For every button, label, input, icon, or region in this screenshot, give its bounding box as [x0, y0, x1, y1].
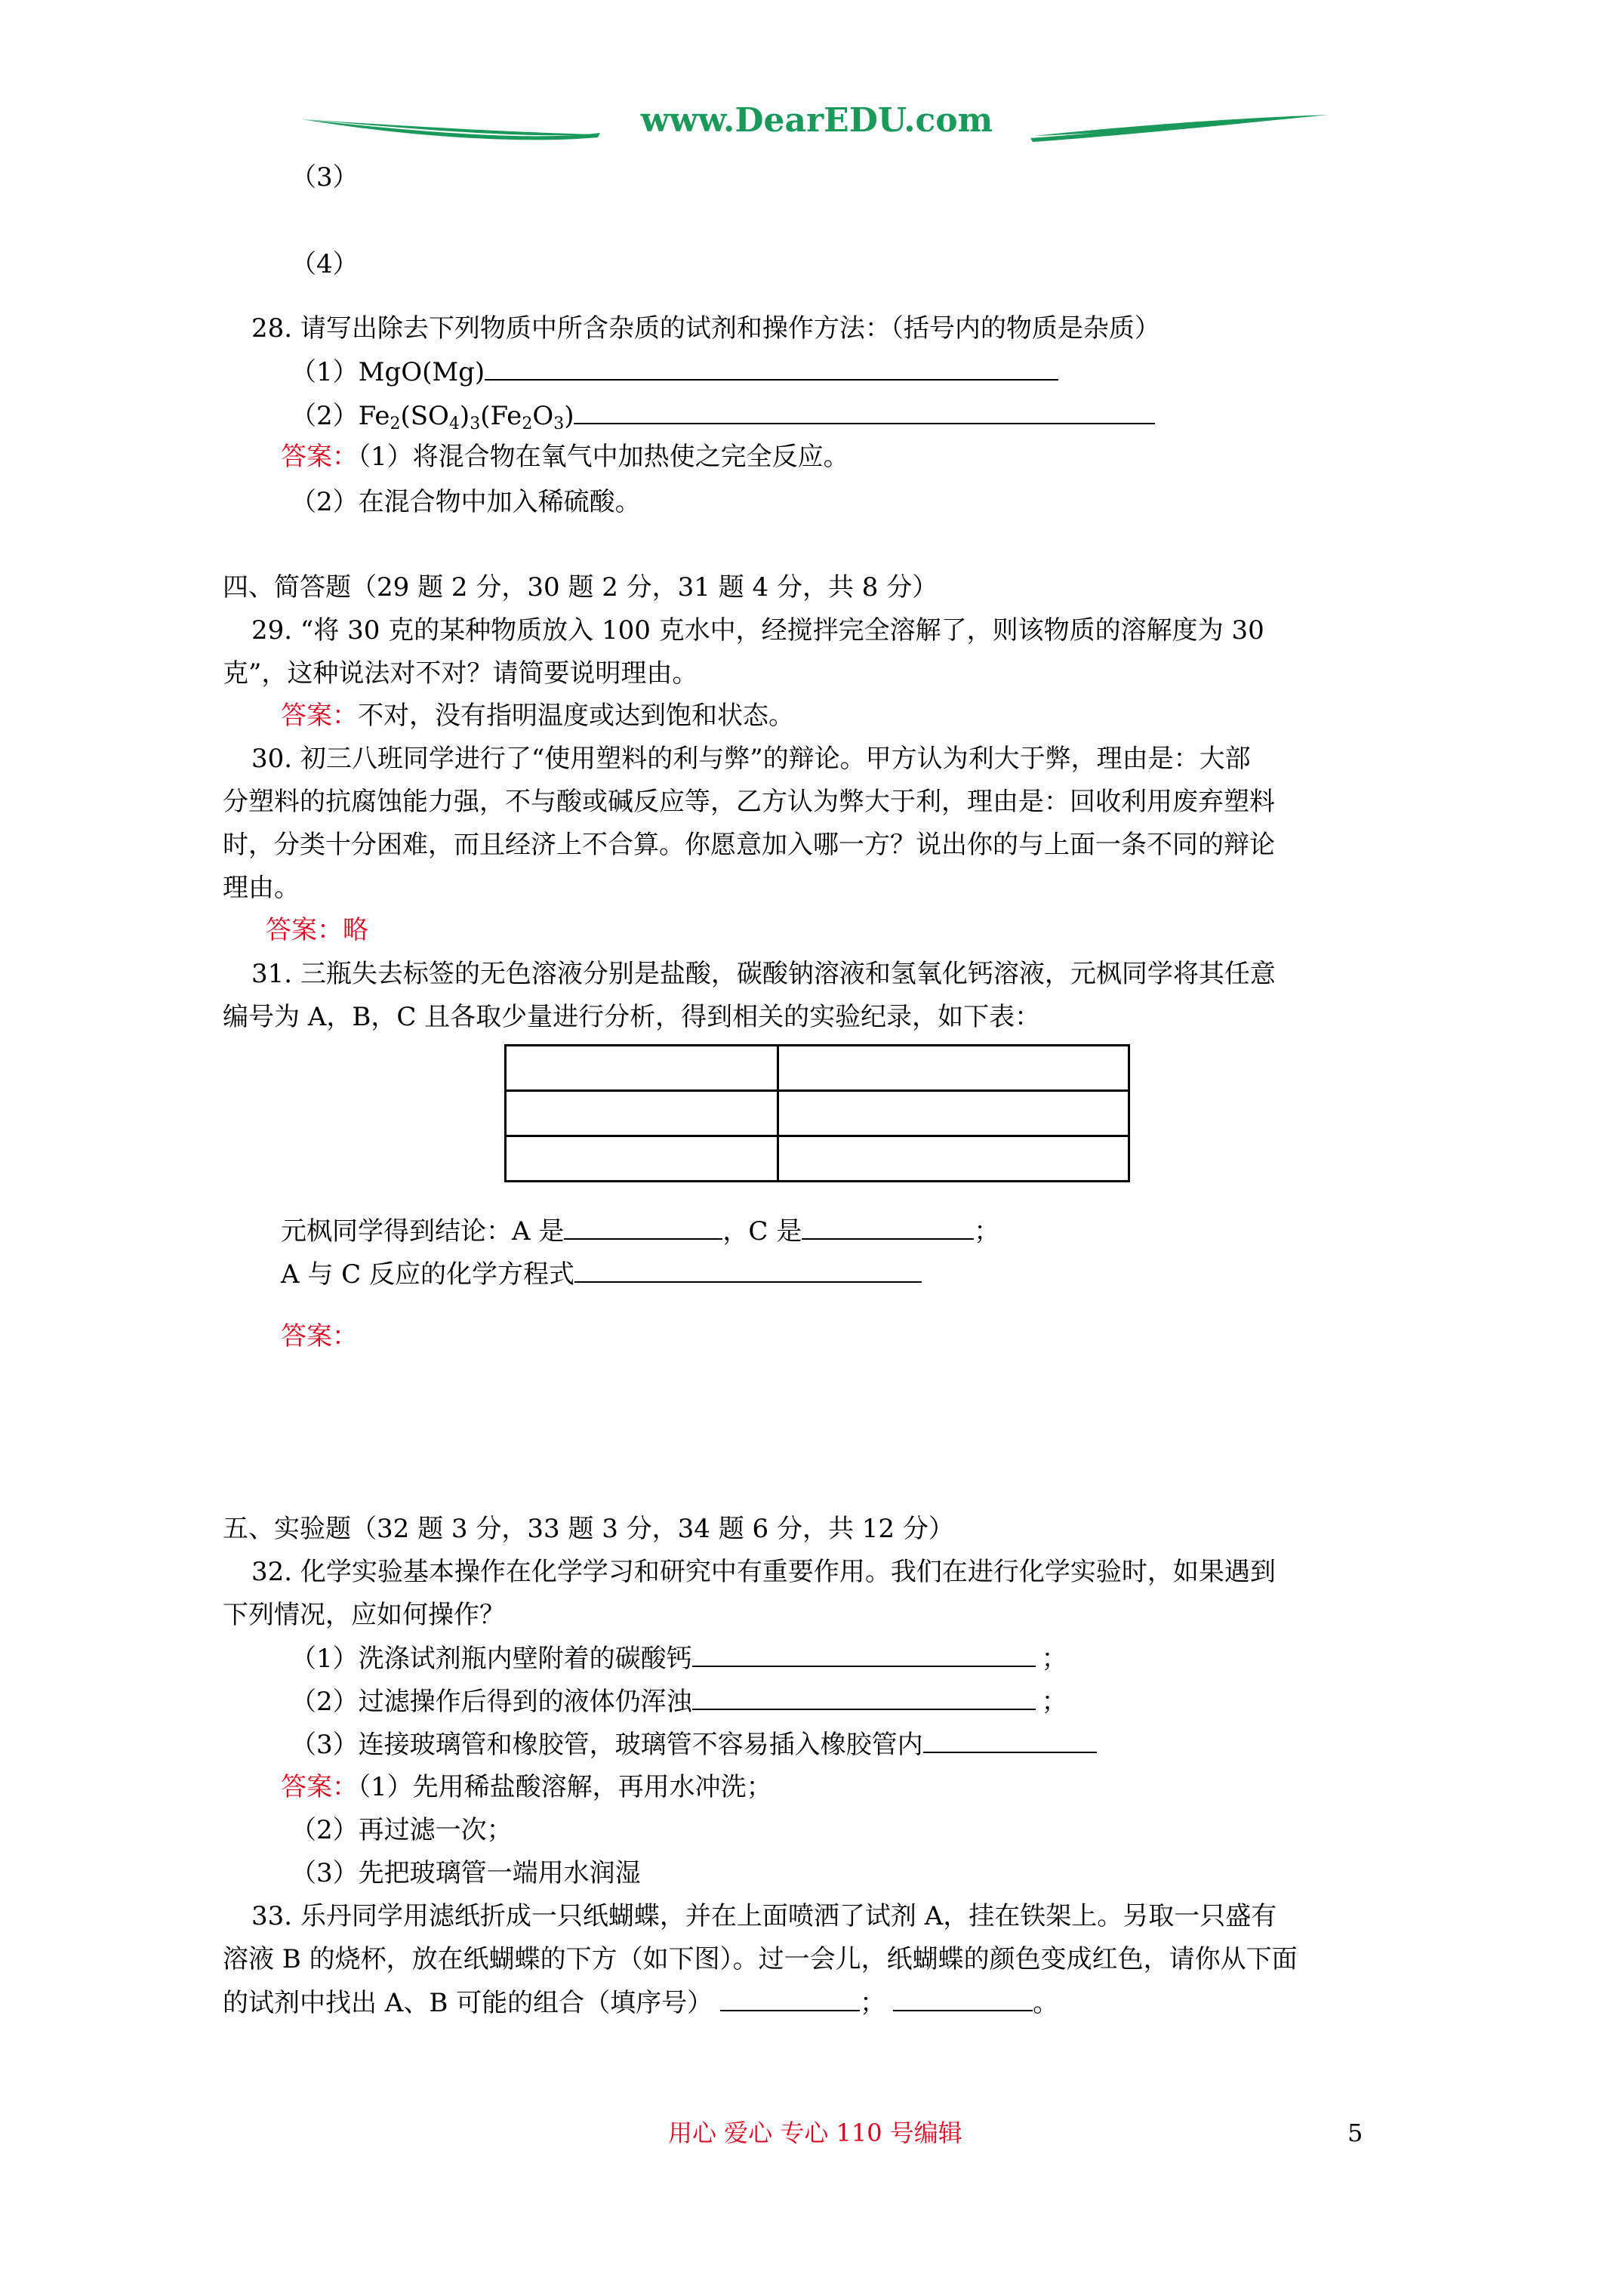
q28-part1: （1）MgO(Mg): [291, 356, 1058, 387]
q28-answer-2: （2）在混合物中加入稀硫酸。: [291, 487, 641, 517]
q30-line-3: 时，分类十分困难，而且经济上不合算。你愿意加入哪一方？说出你的与上面一条不同的辩论: [223, 830, 1275, 860]
q33-line-1: 33. 乐丹同学用滤纸折成一只纸蝴蝶，并在上面喷洒了试剂 A，挂在铁架上。另取一只盛有: [251, 1901, 1277, 1931]
experiment-record-table: [504, 1044, 1130, 1182]
answer-blank[interactable]: [802, 1216, 974, 1240]
table-row: [506, 1136, 1129, 1182]
q28-part2: $(2)Fe_2(SO_4)_3(Fe_2O_3)$: [291, 400, 1155, 439]
answer-blank[interactable]: [692, 1643, 1036, 1667]
q28-answer-1: 答案：（1）将混合物在氧气中加热使之完全反应。: [281, 442, 849, 472]
answer-blank[interactable]: [893, 1987, 1033, 2011]
answer-label: 答案：: [281, 701, 358, 731]
q30-line-2: 分塑料的抗腐蚀能力强，不与酸或碱反应等，乙方认为弊大于利，理由是：回收利用废弃塑料: [223, 787, 1275, 817]
q31-answer-label: 答案：: [281, 1321, 358, 1351]
item-4-label: （4）: [291, 249, 359, 279]
page-number: 5: [1347, 2119, 1363, 2147]
answer-blank[interactable]: [564, 1216, 722, 1240]
q32-answer-1: 答案：（1）先用稀盐酸溶解，再用水冲洗；: [281, 1772, 772, 1802]
q32-line-1: 32. 化学实验基本操作在化学学习和研究中有重要作用。我们在进行化学实验时，如果遇到: [251, 1557, 1276, 1587]
q29-answer: 答案：不对，没有指明温度或达到饱和状态。: [281, 701, 794, 731]
q28-stem: 28. 请写出除去下列物质中所含杂质的试剂和操作方法：（括号内的物质是杂质）: [251, 313, 1160, 344]
q30-line-4: 理由。: [223, 873, 300, 903]
section-4-heading: 四、简答题（29 题 2 分，30 题 2 分，31 题 4 分，共 8 分）: [223, 572, 938, 603]
item-3-label: （3）: [291, 162, 359, 193]
q32-answer-3: （3）先把玻璃管一端用水润湿: [291, 1858, 641, 1888]
footer-credit: 用心 爱心 专心 110 号编辑: [668, 2119, 962, 2147]
q32-sub-2: （2）过滤操作后得到的液体仍浑浊 ；: [291, 1687, 1067, 1717]
table-cell: [778, 1136, 1129, 1182]
section-5-heading: 五、实验题（32 题 3 分，33 题 3 分，34 题 6 分，共 12 分）: [223, 1514, 954, 1544]
q29-line-2: 克”，这种说法对不对？请简要说明理由。: [223, 658, 698, 689]
logo-text: www.DearEDU.com: [640, 101, 993, 140]
q29-line-1: 29. “将 30 克的某种物质放入 100 克水中，经搅拌完全溶解了，则该物质的溶解度为 30: [251, 615, 1264, 646]
table-cell: [778, 1091, 1129, 1136]
answer-blank[interactable]: [574, 1259, 922, 1283]
q31-line-2: 编号为 A，B，C 且各取少量进行分析，得到相关的实验纪录，如下表：: [223, 1002, 1041, 1032]
answer-blank[interactable]: [720, 1987, 860, 2011]
q32-line-2: 下列情况，应如何操作？: [223, 1600, 505, 1630]
q30-line-1: 30. 初三八班同学进行了“使用塑料的利与弊”的辩论。甲方认为利大于弊，理由是：大部: [251, 744, 1251, 774]
answer-blank[interactable]: [692, 1686, 1036, 1710]
q32-sub-3: （3）连接玻璃管和橡胶管，玻璃管不容易插入橡胶管内: [291, 1729, 1097, 1760]
q33-line-2: 溶液 B 的烧杯，放在纸蝴蝶的下方（如下图）。过一会儿，纸蝴蝶的颜色变成红色，请你从下面: [223, 1944, 1298, 1974]
table-cell: [506, 1136, 778, 1182]
answer-label: 答案：: [281, 442, 358, 472]
q32-sub-1: （1）洗涤试剂瓶内壁附着的碳酸钙 ；: [291, 1644, 1067, 1674]
answer-blank[interactable]: [574, 400, 1155, 424]
q31-conclusion-2: A 与 C 反应的化学方程式: [281, 1259, 922, 1290]
table-row: [506, 1046, 1129, 1091]
table-cell: [506, 1046, 778, 1091]
q31-conclusion-1: 元枫同学得到结论：A 是 ，C 是 ；: [281, 1216, 1000, 1247]
dearedu-header-logo: [302, 97, 1329, 157]
table-row: [506, 1091, 1129, 1136]
answer-blank[interactable]: [485, 356, 1058, 381]
q31-line-1: 31. 三瓶失去标签的无色溶液分别是盐酸，碳酸钠溶液和氢氧化钙溶液，元枫同学将其任意: [251, 959, 1276, 989]
q32-answer-2: （2）再过滤一次；: [291, 1815, 513, 1845]
answer-label: 答案：: [281, 1772, 358, 1802]
answer-blank[interactable]: [923, 1729, 1097, 1753]
q33-line-3: 的试剂中找出 A、B 可能的组合（填序号） ； 。: [223, 1988, 1059, 2018]
table-cell: [506, 1091, 778, 1136]
q30-answer: 答案：略: [266, 915, 368, 945]
table-cell: [778, 1046, 1129, 1091]
